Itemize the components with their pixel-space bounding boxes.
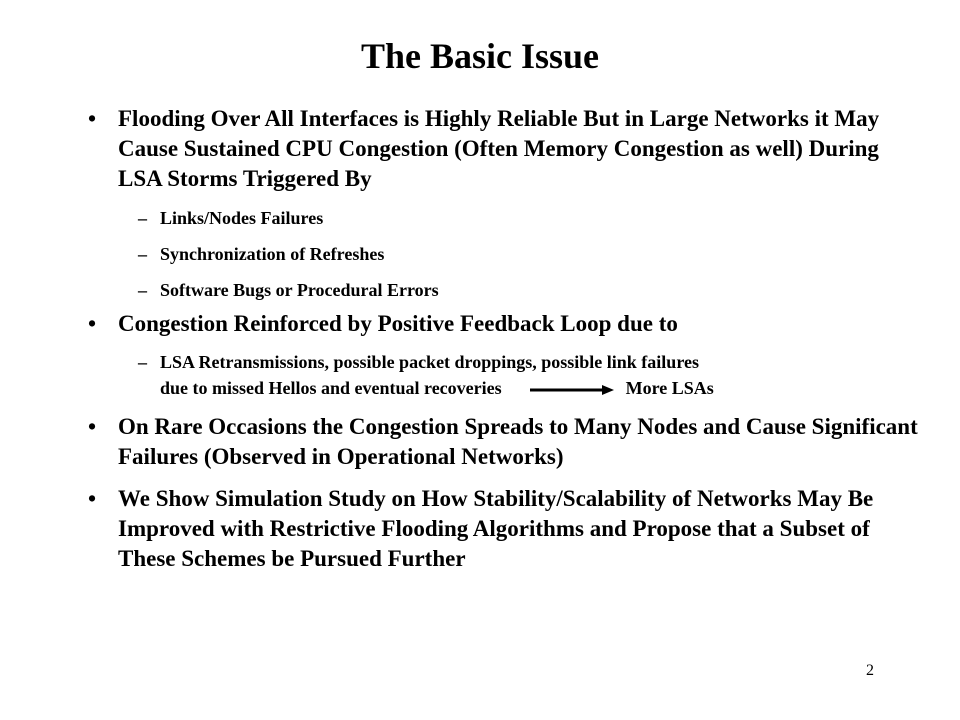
sub-bullet-text: Links/Nodes Failures <box>160 208 324 228</box>
arrow-right-icon <box>530 377 614 403</box>
bullet-rare-occasions <box>88 412 918 472</box>
sub-bullet-lsa-retransmissions <box>138 349 900 403</box>
sub-bullet-more-lsas: More LSAs <box>625 378 714 398</box>
sub-bullet-text: Software Bugs or Procedural Errors <box>160 280 439 300</box>
sub-bullet-software-bugs <box>138 277 900 303</box>
sub-bullet-text: Synchronization of Refreshes <box>160 244 385 264</box>
page-number: 2 <box>866 662 874 679</box>
sub-bullet-marker: – <box>138 352 147 372</box>
bullet-marker: • <box>88 414 97 439</box>
bullet-text: On Rare Occasions the Congestion Spreads to Many Nodes and Cause Significant Failures (Observed in Operational Networks) <box>118 414 918 469</box>
bullet-simulation-study <box>88 484 918 574</box>
bullet-congestion-reinforced <box>88 309 918 339</box>
sub-bullet-marker: – <box>138 208 147 228</box>
sub-bullet-text: LSA Retransmissions, possible packet droppings, possible link failures <box>160 352 699 372</box>
bullet-marker: • <box>88 311 97 336</box>
bullet-flooding <box>88 104 918 194</box>
bullet-marker: • <box>88 106 97 131</box>
sub-bullet-marker: – <box>138 280 147 300</box>
sub-bullet-continuation: due to missed Hellos and eventual recoveries <box>160 378 502 398</box>
sub-bullet-synchronization <box>138 241 900 267</box>
bullet-marker: • <box>88 486 97 511</box>
bullet-text: We Show Simulation Study on How Stability/Scalability of Networks May Be Improved with Restrictive Flooding Algorithms and Propose that a Subset of These Schemes be Pursued Further <box>118 486 874 571</box>
sub-bullet-marker: – <box>138 244 147 264</box>
slide-title: The Basic Issue <box>360 36 600 76</box>
sub-bullet-links-nodes-failures <box>138 205 900 231</box>
bullet-text: Flooding Over All Interfaces is Highly Reliable But in Large Networks it May Cause Sustained CPU Congestion (Often Memory Congestion as well) During LSA Storms Triggered By <box>118 106 880 191</box>
bullet-text: Congestion Reinforced by Positive Feedback Loop due to <box>118 311 678 336</box>
